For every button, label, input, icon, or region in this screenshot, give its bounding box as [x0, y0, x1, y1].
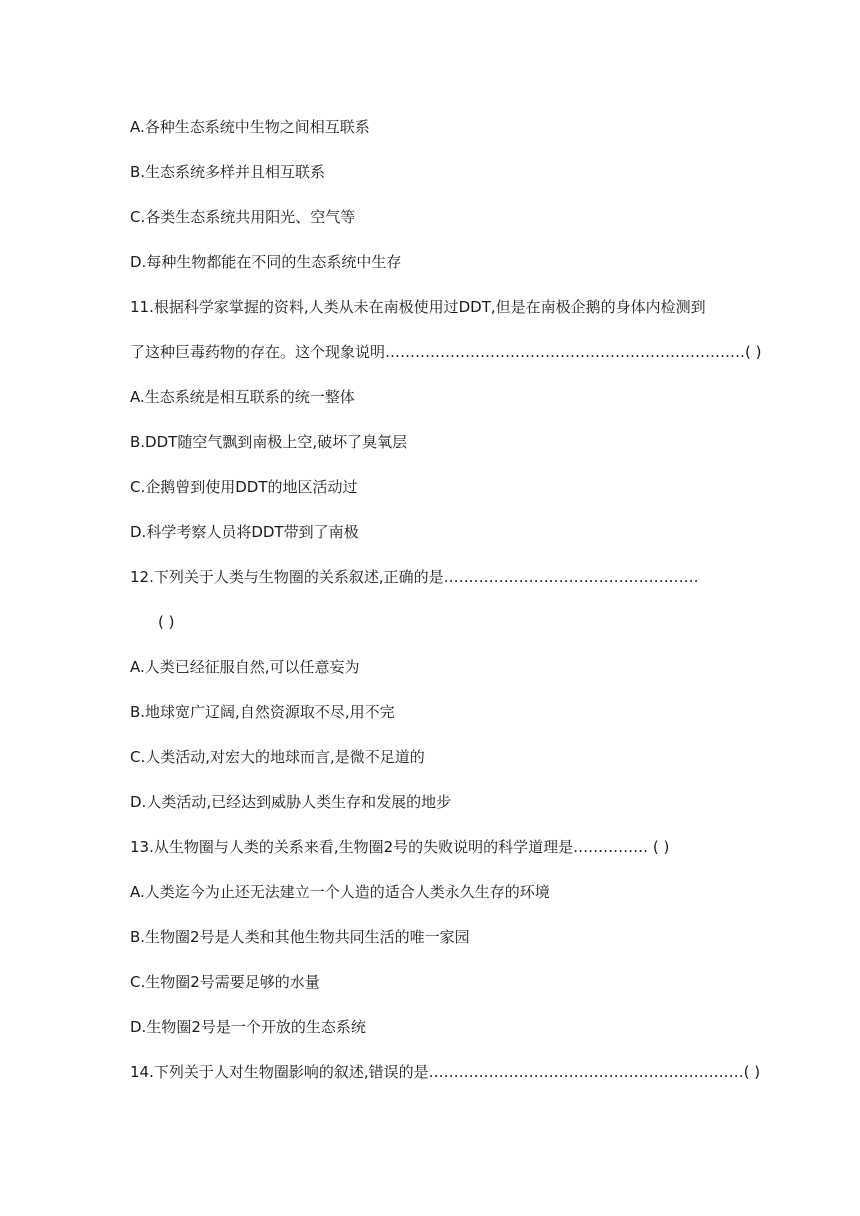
q11-option-c: C.企鹅曾到使用DDT的地区活动过	[130, 478, 358, 496]
q11-option-d: D.科学考察人员将DDT带到了南极	[130, 523, 359, 541]
q12-option-b: B.地球宽广辽阔,自然资源取不尽,用不完	[130, 703, 395, 721]
q10-option-c: C.各类生态系统共用阳光、空气等	[130, 208, 356, 226]
q12-option-d: D.人类活动,已经达到威胁人类生存和发展的地步	[130, 793, 452, 811]
q10-option-d: D.每种生物都能在不同的生态系统中生存	[130, 253, 402, 271]
q10-option-b: B.生态系统多样并且相互联系	[130, 163, 326, 181]
q10-option-a: A.各种生态系统中生物之间相互联系	[130, 118, 370, 136]
q13-option-d: D.生物圈2号是一个开放的生态系统	[130, 1018, 366, 1036]
q11-stem-line1: 11.根据科学家掌握的资料,人类从未在南极使用过DDT,但是在南极企鹅的身体内检测到	[130, 298, 706, 316]
q12-option-c: C.人类活动,对宏大的地球而言,是微不足道的	[130, 748, 425, 766]
q11-stem-line2: 了这种巨毒药物的存在。这个现象说明………………………………………………………………( )	[130, 343, 762, 361]
q13-stem: 13.从生物圈与人类的关系来看,生物圈2号的失败说明的科学道理是…………… ( )	[130, 838, 670, 856]
q12-option-a: A.人类已经征服自然,可以任意妄为	[130, 658, 360, 676]
q13-option-b: B.生物圈2号是人类和其他生物共同生活的唯一家园	[130, 928, 470, 946]
q11-option-a: A.生态系统是相互联系的统一整体	[130, 388, 355, 406]
q14-stem: 14.下列关于人对生物圈影响的叙述,错误的是………………………………………………………( )	[130, 1063, 761, 1081]
q12-answer-blank: ( )	[158, 613, 175, 631]
q13-option-a: A.人类迄今为止还无法建立一个人造的适合人类永久生存的环境	[130, 883, 550, 901]
q12-stem: 12.下列关于人类与生物圈的关系叙述,正确的是……………………………………………	[130, 568, 699, 586]
q13-option-c: C.生物圈2号需要足够的水量	[130, 973, 320, 991]
q11-option-b: B.DDT随空气飘到南极上空,破坏了臭氧层	[130, 433, 408, 451]
